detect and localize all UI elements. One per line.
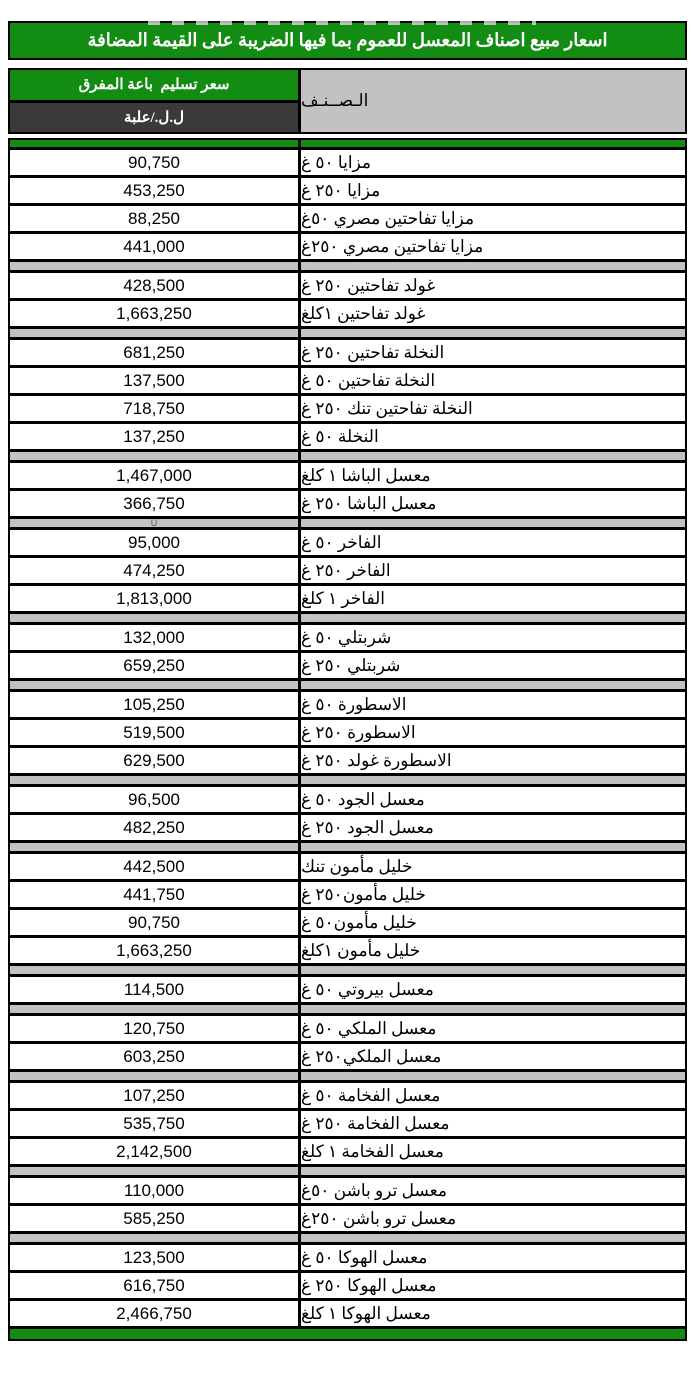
price-cell: 132,000 [123, 627, 185, 647]
table-row [10, 1273, 685, 1301]
separator-right [301, 519, 685, 527]
group-separator [10, 262, 685, 273]
price-cell: 114,500 [123, 979, 185, 999]
separator-right [301, 1005, 685, 1013]
price-cell: 629,500 [123, 750, 185, 770]
item-cell: شربتلي ٥٠ غ [301, 627, 392, 647]
item-cell: الفاخر ٥٠ غ [301, 532, 382, 552]
item-cell: معسل الباشا ١ كلغ [301, 465, 431, 485]
group-separator [10, 1167, 685, 1178]
price-cell: 2,466,750 [116, 1303, 192, 1323]
separator-left [10, 262, 298, 270]
item-cell: معسل الفخامة ٢٥٠ غ [301, 1113, 450, 1133]
group-separator [10, 1234, 685, 1245]
separator-right [301, 614, 685, 622]
price-cell: 474,250 [123, 560, 185, 580]
table-row [10, 815, 685, 843]
page-title: اسعار مبيع اصناف المعسل للعموم بما فيها الضريبة على القيمة المضافة [8, 21, 687, 60]
table-row [10, 1044, 685, 1072]
table-row [10, 977, 685, 1005]
item-cell: معسل الملكي ٥٠ غ [301, 1018, 437, 1038]
price-table [8, 138, 687, 1341]
item-cell: مزايا تفاحتين مصري ٢٥٠غ [301, 236, 484, 256]
item-cell: معسل الباشا ٢٥٠ غ [301, 493, 437, 513]
item-cell: شربتلي ٢٥٠ غ [301, 655, 401, 675]
table-row [10, 368, 685, 396]
separator-left [10, 1072, 298, 1080]
group-separator [10, 966, 685, 977]
price-cell: 681,250 [123, 342, 185, 362]
table-row [10, 586, 685, 614]
price-cell: 442,500 [123, 856, 185, 876]
price-cell: 585,250 [123, 1208, 185, 1228]
group-separator [10, 776, 685, 787]
separator-left [10, 452, 298, 460]
table-row [10, 340, 685, 368]
item-cell: معسل الهوكا ٥٠ غ [301, 1247, 428, 1267]
price-cell: 603,250 [123, 1046, 185, 1066]
table-row [10, 301, 685, 329]
price-cell: 428,500 [123, 275, 185, 295]
table-row [10, 787, 685, 815]
table-row [10, 1178, 685, 1206]
price-cell: 123,500 [123, 1247, 185, 1267]
price-header-unit: ل.ل./علبة [10, 100, 298, 133]
table-row [10, 1083, 685, 1111]
group-separator [10, 614, 685, 625]
separator-artifact-u: U [10, 519, 298, 527]
item-cell: معسل الهوكا ١ كلغ [301, 1303, 431, 1323]
table-row [10, 1245, 685, 1273]
item-cell: خليل مأمون٢٥٠ غ [301, 884, 426, 904]
separator-right [301, 843, 685, 851]
item-cell: معسل الفخامة ٥٠ غ [301, 1085, 441, 1105]
table-row [10, 692, 685, 720]
table-row [10, 1111, 685, 1139]
separator-left [10, 1167, 298, 1175]
table-row [10, 234, 685, 262]
price-cell: 96,500 [128, 789, 180, 809]
price-cell: 366,750 [123, 493, 185, 513]
price-cell: 105,250 [123, 694, 185, 714]
bottom-green-bar [10, 1329, 685, 1339]
price-cell: 137,500 [123, 370, 185, 390]
item-cell: مزايا ٢٥٠ غ [301, 180, 381, 200]
item-cell: معسل ترو باشن ٢٥٠غ [301, 1208, 457, 1228]
table-row [10, 1206, 685, 1234]
table-row [10, 273, 685, 301]
item-cell: معسل الملكي٢٥٠ غ [301, 1046, 442, 1066]
price-cell: 535,750 [123, 1113, 185, 1133]
table-body [10, 150, 685, 1329]
table-row [10, 938, 685, 966]
item-cell: النخلة تفاحتين ٢٥٠ غ [301, 342, 445, 362]
table-header [8, 68, 687, 134]
price-header-title: سعر تسليم باعة المفرق [10, 70, 298, 100]
price-cell: 2,142,500 [116, 1141, 192, 1161]
price-cell: 519,500 [123, 722, 185, 742]
table-row [10, 910, 685, 938]
price-cell: 1,467,000 [116, 465, 192, 485]
table-row [10, 1016, 685, 1044]
price-cell: 110,000 [123, 1180, 185, 1200]
price-cell: 90,750 [128, 152, 180, 172]
price-cell: 1,663,250 [116, 303, 192, 323]
price-column-header [10, 70, 298, 132]
price-cell: 90,750 [128, 912, 180, 932]
item-cell: معسل ترو باشن ٥٠غ [301, 1180, 447, 1200]
item-cell: معسل الهوكا ٢٥٠ غ [301, 1275, 437, 1295]
table-row [10, 424, 685, 452]
table-row [10, 491, 685, 519]
separator-right [301, 452, 685, 460]
price-cell: 441,000 [123, 236, 185, 256]
item-cell: الاسطورة ٥٠ غ [301, 694, 407, 714]
item-cell: خليل مأمون تنك [301, 856, 413, 876]
price-cell: 137,250 [123, 426, 185, 446]
table-row [10, 653, 685, 681]
item-cell: النخلة تفاحتين ٥٠ غ [301, 370, 436, 390]
group-separator [10, 452, 685, 463]
item-cell: معسل الجود ٢٥٠ غ [301, 817, 434, 837]
price-cell: 1,663,250 [116, 940, 192, 960]
item-cell: غولد تفاحتين ١كلغ [301, 303, 426, 323]
group-separator [10, 519, 685, 530]
separator-right [301, 262, 685, 270]
table-row [10, 396, 685, 424]
price-cell: 718,750 [123, 398, 185, 418]
price-cell: 441,750 [123, 884, 185, 904]
item-header-label: الـصــنـف [301, 70, 685, 132]
separator-left [10, 329, 298, 337]
table-row [10, 463, 685, 491]
table-row [10, 178, 685, 206]
table-row [10, 625, 685, 653]
item-cell: الاسطورة ٢٥٠ غ [301, 722, 416, 742]
separator-left [10, 843, 298, 851]
group-separator [10, 1072, 685, 1083]
item-cell: خليل مأمون٥٠ غ [301, 912, 417, 932]
separator-left [10, 776, 298, 784]
group-separator [10, 681, 685, 692]
separator-left [10, 681, 298, 689]
separator-right [301, 1072, 685, 1080]
item-cell: الفاخر ١ كلغ [301, 588, 385, 608]
separator-right [301, 776, 685, 784]
separator-left [10, 966, 298, 974]
separator-left [10, 1234, 298, 1242]
separator-right [301, 1234, 685, 1242]
table-row [10, 150, 685, 178]
separator-left [10, 1005, 298, 1013]
item-cell: النخلة تفاحتين تنك ٢٥٠ غ [301, 398, 473, 418]
item-cell: مزايا تفاحتين مصري ٥٠غ [301, 208, 475, 228]
top-green-strip [10, 140, 685, 150]
price-cell: 659,250 [123, 655, 185, 675]
price-cell: 120,750 [123, 1018, 185, 1038]
price-cell: 95,000 [128, 532, 180, 552]
table-row [10, 748, 685, 776]
item-cell: معسل الجود ٥٠ غ [301, 789, 425, 809]
table-row [10, 1139, 685, 1167]
price-cell: 616,750 [123, 1275, 185, 1295]
group-separator [10, 329, 685, 340]
price-cell: 453,250 [123, 180, 185, 200]
price-cell: 107,250 [123, 1085, 185, 1105]
item-cell: خليل مأمون ١كلغ [301, 940, 421, 960]
item-cell: الفاخر ٢٥٠ غ [301, 560, 391, 580]
clipped-text-artifact [148, 21, 536, 25]
table-row [10, 720, 685, 748]
item-cell: الاسطورة غولد ٢٥٠ غ [301, 750, 452, 770]
separator-left [10, 614, 298, 622]
group-separator [10, 843, 685, 854]
table-row [10, 854, 685, 882]
separator-right [301, 966, 685, 974]
separator-right [301, 681, 685, 689]
separator-right [301, 1167, 685, 1175]
table-row [10, 206, 685, 234]
item-cell: مزايا ٥٠ غ [301, 152, 372, 172]
item-cell: النخلة ٥٠ غ [301, 426, 379, 446]
table-row [10, 1301, 685, 1329]
item-cell: معسل بيروتي ٥٠ غ [301, 979, 434, 999]
price-cell: 482,250 [123, 817, 185, 837]
group-separator [10, 1005, 685, 1016]
price-cell: 1,813,000 [116, 588, 192, 608]
table-row [10, 530, 685, 558]
table-row [10, 882, 685, 910]
item-cell: غولد تفاحتين ٢٥٠ غ [301, 275, 436, 295]
separator-right [301, 329, 685, 337]
price-cell: 88,250 [128, 208, 180, 228]
item-cell: معسل الفخامة ١ كلغ [301, 1141, 444, 1161]
table-row [10, 558, 685, 586]
